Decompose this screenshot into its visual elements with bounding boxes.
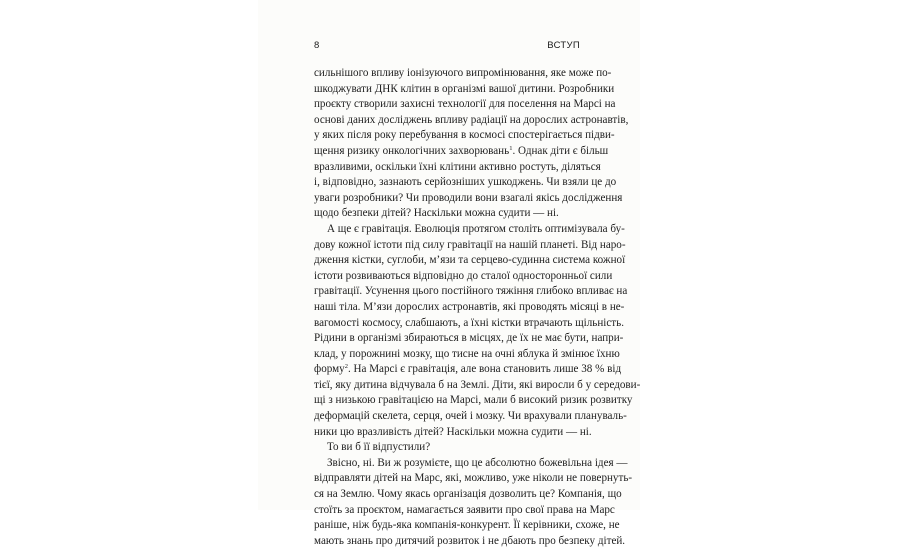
text-line: мають знань про дитячий розвиток і не дбають про безпеку дітей. — [314, 534, 626, 547]
paragraph — [314, 66, 629, 222]
text-line: щодо безпеки дітей? Наскільки можна судити — ні. — [314, 207, 559, 220]
text-line: То ви б її відпустили? — [327, 441, 431, 454]
text-line — [314, 144, 609, 160]
body-text — [314, 66, 641, 549]
text-line: проєкту створили захисні технології для поселення на Марсі на — [314, 98, 616, 111]
text-line: ся на Землю. Чому якась організація дозволить це? Компанія, що — [314, 488, 622, 501]
text-segment: щення ризику онкологічних захворювань — [314, 144, 510, 157]
footnote-marker: 1 — [509, 144, 513, 152]
text-line: і, відповідно, зазнають серйозніших ушкоджень. Чи взяли це до — [314, 176, 617, 189]
text-line: гравітації. Усунення цього постійного тяжіння глибоко впливає на — [314, 285, 628, 298]
text-line: Звісно, ні. Ви ж розумієте, що це абсолютно божевільна ідея — — [327, 456, 628, 469]
text-line: А ще є гравітація. Еволюція протягом століть оптимізувала бу- — [327, 222, 625, 235]
text-segment: форму — [314, 363, 345, 376]
paragraph — [314, 440, 589, 456]
text-line: щі з низькою гравітацією на Марсі, мали б високий ризик розвитку — [314, 394, 633, 407]
text-line: дову кожної істоти під силу гравітації на нашій планеті. Від наро- — [314, 238, 626, 251]
text-line: дження кістки, суглоби, м’язи та серцево-судинна система кожної — [314, 254, 626, 267]
text-line: відправляти дітей на Марс, які, можливо, уже ніколи не повернуть- — [314, 472, 633, 485]
text-line: Рідини в організмі збираються в місцях, де їх не має бути, напри- — [314, 332, 624, 345]
text-line: раніше, ніж будь-яка компанія-конкурент. Її керівники, схоже, не — [314, 519, 620, 532]
text-line: у яких після року перебування в космосі спостерігається підви- — [314, 129, 615, 142]
page-number: 8 — [314, 40, 320, 51]
text-line: шкоджувати ДНК клітин в організмі вашої дитини. Розробники — [314, 82, 615, 95]
section-title: ВСТУП — [547, 40, 580, 51]
text-line: тієї, яку дитина відчувала б на Землі. Діти, які виросли б у середови- — [314, 378, 641, 391]
text-segment: . На Марсі є гравітація, але вона становить лише 38 % від — [347, 363, 622, 376]
text-line: клад, у порожнині мозку, що тисне на очні яблука й змінює їхню — [314, 347, 620, 360]
text-segment: . Однак діти є більш — [512, 144, 609, 157]
text-line: основі даних досліджень впливу радіації на дорослих астронавтів, — [314, 113, 629, 126]
text-line: стоїть за проєктом, намагається заявити про свої права на Марс — [314, 503, 615, 516]
text-line: сильнішого впливу іонізуючого випромінювання, яке може по- — [314, 67, 612, 79]
text-line: вагомості космосу, слабшають, а їхні кістки втрачають щільність. — [314, 316, 624, 329]
text-line: ники цю вразливість дітей? Наскільки можна судити — ні. — [314, 425, 592, 438]
text-line: вразливими, оскільки їхні клітини активно ростуть, діляться — [314, 160, 601, 173]
footnote-marker: 2 — [344, 363, 348, 371]
text-line: уваги розробники? Чи проводили вони взагалі якісь дослідження — [314, 191, 623, 204]
book-page — [258, 0, 641, 547]
paragraph — [314, 222, 641, 440]
text-line: істоти розвиваються відповідно до сталої односторонньої сили — [314, 269, 613, 282]
text-line: деформацій скелета, серця, очей і мозку. Чи врахували плануваль- — [314, 410, 627, 423]
text-line — [314, 362, 622, 378]
text-line: наші тіла. М’язи дорослих астронавтів, які проводять місяці в не- — [314, 300, 625, 313]
paragraph — [314, 456, 633, 549]
